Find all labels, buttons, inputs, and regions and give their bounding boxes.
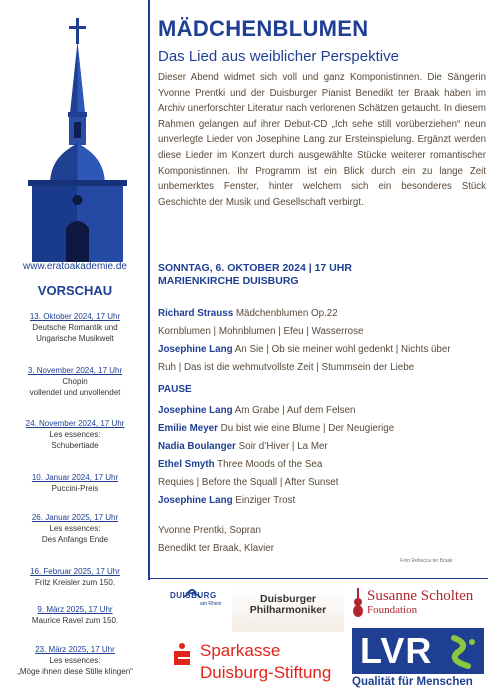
- performer: Benedikt ter Braak, Klavier: [158, 543, 274, 554]
- program-line: [158, 438, 488, 456]
- scholten-foundation: Foundation: [367, 604, 418, 616]
- event-item: [0, 365, 150, 398]
- program-line: [158, 359, 488, 377]
- work-titles: Soir d’Hiver | La Mer: [235, 441, 328, 452]
- performer: Yvonne Prentki, Sopran: [158, 525, 261, 536]
- concert-date: SONNTAG, 6. OKTOBER 2024 | 17 UHR: [158, 262, 352, 274]
- event-item: [0, 604, 150, 626]
- concert-venue: MARIENKIRCHE DUISBURG: [158, 275, 299, 287]
- event-desc: vollendet und unvollendet: [29, 388, 121, 397]
- event-item: [0, 566, 150, 588]
- duisburg-logo[interactable]: [166, 585, 228, 623]
- event-item: [0, 472, 150, 494]
- work-titles: An Sie | Ob sie meiner wohl gedenkt | Nichts über: [232, 344, 451, 355]
- event-desc: Maurice Ravel zum 150.: [31, 616, 119, 625]
- page-subtitle: Das Lied aus weiblicher Perspektive: [158, 48, 399, 65]
- sidebar: [0, 0, 146, 694]
- program-part-1: [158, 305, 488, 377]
- concert-date-venue: [158, 262, 352, 288]
- page-title: MÄDCHENBLUMEN: [158, 16, 369, 41]
- philharmoniker-line1: Duisburger: [259, 593, 316, 605]
- event-date[interactable]: 23. März 2025, 17 Uhr: [35, 645, 115, 654]
- event-desc: Fritz Kreisler zum 150.: [34, 578, 116, 587]
- duisburg-sub: am Rhein: [200, 601, 222, 607]
- event-date[interactable]: 3. November 2024, 17 Uhr: [27, 366, 123, 375]
- church-tower-image: [22, 18, 134, 262]
- event-date[interactable]: 10. Januar 2024, 17 Uhr: [31, 473, 119, 482]
- lvr-letters: LVR: [360, 630, 433, 671]
- program-line: [158, 420, 488, 438]
- sparkasse-s-icon: [172, 642, 192, 666]
- composer-name: Josephine Lang: [158, 405, 233, 416]
- event-desc: Puccini-Preis: [51, 484, 99, 493]
- program-part-2: [158, 402, 488, 510]
- vorschau-heading: VORSCHAU: [37, 283, 113, 298]
- event-desc: Chopin: [62, 377, 88, 386]
- intro-text: Dieser Abend widmet sich voll und ganz Komponistinnen. Die Sängerin Yvonne Prentki und der Duisburger Pianist Benedikt ter Braak haben im Archiv unerforschter Literatur nach verlorenen Schätzen getaucht. In diesem Rahmen gelangen auf ihrer Debut-CD „Ich sehe still vorüberziehen“ neun unverlegte Lieder von Josephine Lang zur Ersteinspielung. Ergänzt werden diese Lieder im Konzert durch ausgewählte Stücke weiterer romantischer Komponistinnen. Ihr Programm ist ein Blick durch ein zu lange Zeit unbemerktes Fenster, hinter welchem sich ein besonderes Stück Geschichte der Musik und Gesellschaft verbirgt.: [158, 72, 486, 208]
- program-line: [158, 323, 488, 341]
- column-divider: [148, 0, 150, 580]
- event-date[interactable]: 24. November 2024, 17 Uhr: [25, 419, 125, 428]
- lvr-badge: [352, 628, 484, 674]
- work-titles: Kornblumen | Mohnblumen | Efeu | Wasserrose: [158, 326, 364, 337]
- work-titles: Am Grabe | Auf dem Felsen: [232, 405, 356, 416]
- philharmoniker-line2: Philharmoniker: [249, 604, 327, 616]
- event-date[interactable]: 9. März 2025, 17 Uhr: [37, 605, 113, 614]
- work-titles: Einziger Trost: [232, 495, 296, 506]
- philharmoniker-logo[interactable]: [232, 588, 344, 632]
- pause-label: PAUSE: [158, 384, 192, 395]
- event-desc: Ungarische Musikwelt: [36, 334, 114, 343]
- event-item: [0, 512, 150, 545]
- composer-name: Josephine Lang: [158, 495, 233, 506]
- work-titles: Mädchenblumen Op.22: [233, 308, 338, 319]
- event-item: [0, 311, 150, 344]
- scholten-name: Susanne Scholten: [367, 588, 474, 604]
- work-titles: Ruh | Das ist die wehmutvollste Zeit | Stummsein der Liebe: [158, 362, 415, 373]
- susanne-scholten-logo[interactable]: [352, 588, 492, 620]
- program-line: [158, 341, 488, 359]
- sparkasse-name: Sparkasse: [200, 641, 281, 660]
- program-line: [158, 402, 488, 420]
- event-date[interactable]: 13. Oktober 2024, 17 Uhr: [29, 312, 121, 321]
- event-date[interactable]: 26. Januar 2025, 17 Uhr: [31, 513, 119, 522]
- composer-name: Josephine Lang: [158, 344, 233, 355]
- violin-icon: [352, 588, 364, 618]
- event-desc: Les essences:: [49, 524, 101, 533]
- composer-name: Emilie Meyer: [158, 423, 218, 434]
- website-link[interactable]: www.eratoakademie.de: [23, 261, 127, 272]
- work-titles: Three Moods of the Sea: [214, 459, 323, 470]
- event-desc: Des Anfangs Ende: [41, 535, 109, 544]
- program-line: [158, 456, 488, 474]
- composer-name: Ethel Smyth: [158, 459, 215, 470]
- composer-name: Richard Strauss: [158, 308, 234, 319]
- lvr-logo[interactable]: [352, 628, 492, 690]
- logo-divider: [150, 578, 488, 579]
- event-desc: Les essences:: [49, 430, 101, 439]
- event-desc: Deutsche Romantik und: [32, 323, 118, 332]
- program-line: [158, 492, 488, 510]
- event-date[interactable]: 16. Februar 2025, 17 Uhr: [30, 567, 120, 576]
- sparkasse-stiftung: Duisburg-Stiftung: [200, 663, 332, 682]
- performers: [158, 522, 274, 558]
- event-item: [0, 418, 150, 451]
- event-desc: Schubertiade: [51, 441, 99, 450]
- composer-name: Nadia Boulanger: [158, 441, 236, 452]
- event-item: [0, 644, 150, 677]
- lvr-river-icon: [444, 634, 480, 670]
- program-line: [158, 305, 488, 323]
- event-desc: Les essences:: [49, 656, 101, 665]
- work-titles: Requies | Before the Squall | After Sunset: [158, 477, 339, 488]
- lvr-slogan: Qualität für Menschen: [352, 676, 473, 688]
- program-line: [158, 474, 488, 492]
- sparkasse-logo[interactable]: [172, 640, 342, 690]
- work-titles: Du bist wie eine Blume | Der Neugierige: [217, 423, 395, 434]
- duisburg-label: DUISBURG: [170, 591, 217, 600]
- event-desc: „Möge ihnen diese Stille klingen“: [17, 667, 133, 676]
- photo-credit: Foto Rebecca ter Braak: [400, 558, 453, 564]
